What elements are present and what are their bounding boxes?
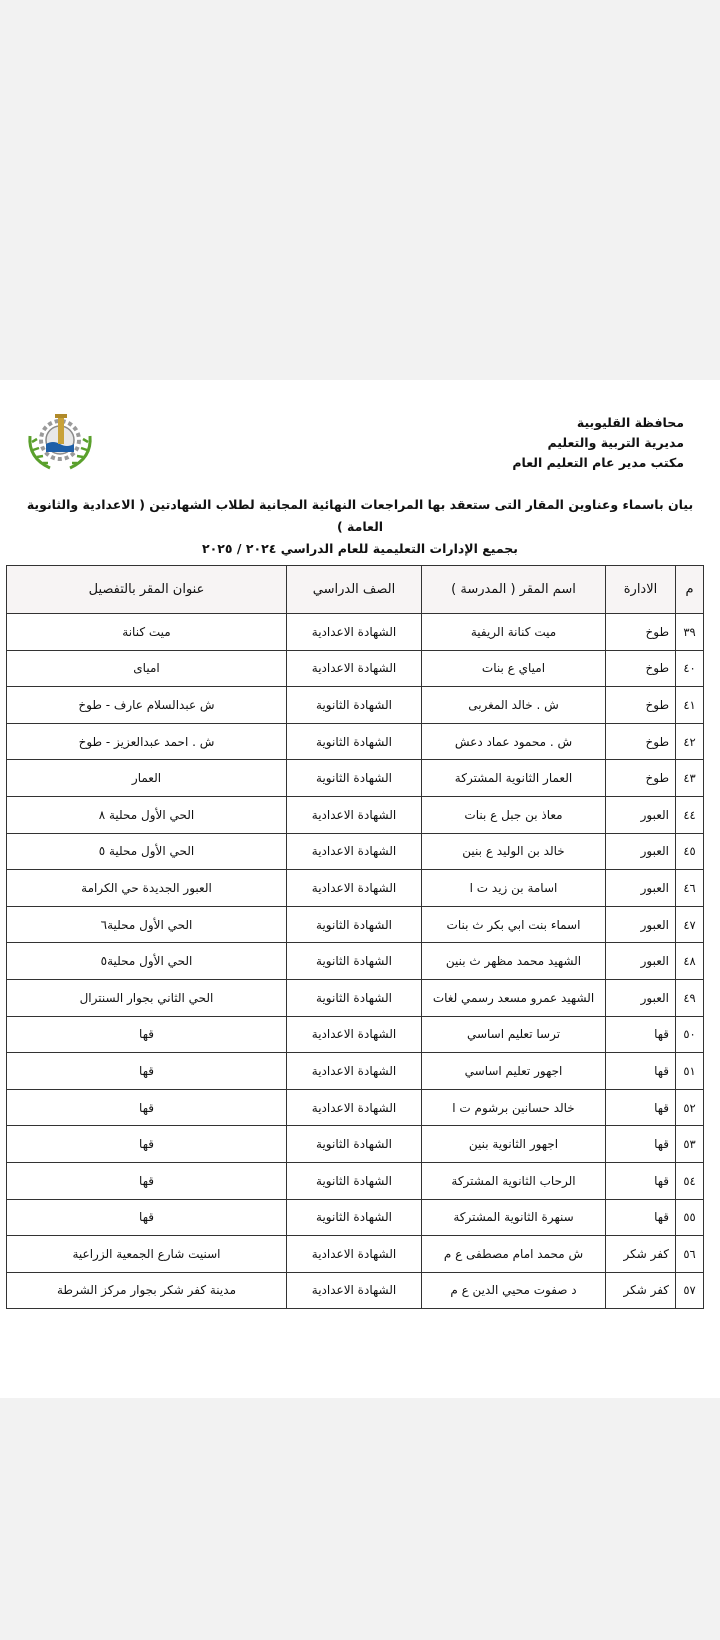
cell-address: قها <box>7 1126 287 1163</box>
cell-administration: طوخ <box>606 723 676 760</box>
table-row <box>7 760 704 797</box>
cell-administration: قها <box>606 1053 676 1090</box>
title-line-2: بجميع الإدارات التعليمية للعام الدراسي ٢٠٢٤ / ٢٠٢٥ <box>202 541 518 556</box>
cell-address: الحي الأول محلية ٨ <box>7 796 287 833</box>
column-header-number: م <box>676 566 704 614</box>
cell-school-name: امياي ع بنات <box>422 650 606 687</box>
table-row <box>7 1272 704 1309</box>
cell-grade: الشهادة الاعدادية <box>287 614 422 651</box>
cell-grade: الشهادة الثانوية <box>287 1199 422 1236</box>
cell-number: ٥٦ <box>676 1236 704 1273</box>
cell-school-name: الرحاب الثانوية المشتركة <box>422 1162 606 1199</box>
table-row <box>7 1089 704 1126</box>
cell-number: ٤٠ <box>676 650 704 687</box>
cell-administration: قها <box>606 1162 676 1199</box>
table-row <box>7 687 704 724</box>
cell-number: ٤٩ <box>676 979 704 1016</box>
cell-number: ٥٣ <box>676 1126 704 1163</box>
cell-school-name: ش . محمود عماد دعش <box>422 723 606 760</box>
column-header-administration: الادارة <box>606 566 676 614</box>
title-line-1: بيان باسماء وعناوين المقار التى ستعقد بها المراجعات النهائية المجانية لطلاب الشهادتين ( الاعدادية والثانوية العامة ) <box>26 497 694 534</box>
cell-address: العمار <box>7 760 287 797</box>
cell-grade: الشهادة الثانوية <box>287 943 422 980</box>
cell-school-name: خالد حسانين برشوم ت ا <box>422 1089 606 1126</box>
cell-address: العبور الجديدة حي الكرامة <box>7 870 287 907</box>
cell-administration: العبور <box>606 943 676 980</box>
cell-grade: الشهادة الثانوية <box>287 760 422 797</box>
cell-grade: الشهادة الاعدادية <box>287 1089 422 1126</box>
cell-administration: العبور <box>606 979 676 1016</box>
table-row <box>7 906 704 943</box>
table-header-row <box>7 566 704 614</box>
cell-administration: العبور <box>606 796 676 833</box>
table-row <box>7 614 704 651</box>
table-row <box>7 833 704 870</box>
cell-administration: قها <box>606 1126 676 1163</box>
table-row <box>7 870 704 907</box>
cell-grade: الشهادة الاعدادية <box>287 796 422 833</box>
governorate-name: محافظة القليوبية <box>576 415 684 430</box>
cell-address: ميت كنانة <box>7 614 287 651</box>
cell-administration: قها <box>606 1016 676 1053</box>
cell-number: ٤٧ <box>676 906 704 943</box>
cell-school-name: خالد بن الوليد ع بنين <box>422 833 606 870</box>
table-row <box>7 1126 704 1163</box>
table-row <box>7 1236 704 1273</box>
cell-address: الحي الثاني بجوار السنترال <box>7 979 287 1016</box>
cell-address: قها <box>7 1199 287 1236</box>
cell-address: الحي الأول محلية ٥ <box>7 833 287 870</box>
office-name: مكتب مدير عام التعليم العام <box>512 455 684 470</box>
cell-number: ٤٣ <box>676 760 704 797</box>
cell-address: مدينة كفر شكر بجوار مركز الشرطة <box>7 1272 287 1309</box>
cell-school-name: ميت كنانة الريفية <box>422 614 606 651</box>
cell-grade: الشهادة الثانوية <box>287 979 422 1016</box>
cell-administration: طوخ <box>606 614 676 651</box>
cell-administration: طوخ <box>606 760 676 797</box>
cell-number: ٤٥ <box>676 833 704 870</box>
cell-school-name: معاذ بن جبل ع بنات <box>422 796 606 833</box>
cell-school-name: اسامة بن زيد ت ا <box>422 870 606 907</box>
directorate-name: مديرية التربية والتعليم <box>547 435 684 450</box>
column-header-address: عنوان المقر بالتفصيل <box>7 566 287 614</box>
cell-grade: الشهادة الاعدادية <box>287 870 422 907</box>
cell-grade: الشهادة الاعدادية <box>287 650 422 687</box>
cell-number: ٤٦ <box>676 870 704 907</box>
cell-school-name: اجهور تعليم اساسي <box>422 1053 606 1090</box>
cell-grade: الشهادة الثانوية <box>287 687 422 724</box>
table-row <box>7 796 704 833</box>
table-row <box>7 1053 704 1090</box>
cell-school-name: سنهرة الثانوية المشتركة <box>422 1199 606 1236</box>
table-row <box>7 650 704 687</box>
cell-address: قها <box>7 1089 287 1126</box>
cell-grade: الشهادة الثانوية <box>287 1162 422 1199</box>
table-row <box>7 723 704 760</box>
cell-address: الحي الأول محلية٦ <box>7 906 287 943</box>
cell-number: ٤٢ <box>676 723 704 760</box>
governorate-logo <box>20 406 100 478</box>
issuer-header <box>512 413 684 473</box>
cell-administration: كفر شكر <box>606 1272 676 1309</box>
table-row <box>7 943 704 980</box>
cell-school-name: ترسا تعليم اساسي <box>422 1016 606 1053</box>
document-title <box>16 494 704 560</box>
cell-address: امياى <box>7 650 287 687</box>
review-seats-table <box>6 565 704 1309</box>
cell-grade: الشهادة الاعدادية <box>287 1272 422 1309</box>
cell-number: ٥١ <box>676 1053 704 1090</box>
cell-school-name: الشهيد محمد مظهر ث بنين <box>422 943 606 980</box>
cell-administration: العبور <box>606 870 676 907</box>
cell-address: قها <box>7 1016 287 1053</box>
cell-number: ٥٤ <box>676 1162 704 1199</box>
cell-administration: العبور <box>606 906 676 943</box>
column-header-grade: الصف الدراسي <box>287 566 422 614</box>
cell-school-name: العمار الثانوية المشتركة <box>422 760 606 797</box>
cell-number: ٥٥ <box>676 1199 704 1236</box>
cell-school-name: اسماء بنت ابي بكر ث بنات <box>422 906 606 943</box>
cell-number: ٤١ <box>676 687 704 724</box>
cell-grade: الشهادة الثانوية <box>287 1126 422 1163</box>
table-row <box>7 1162 704 1199</box>
cell-address: الحي الأول محلية٥ <box>7 943 287 980</box>
cell-school-name: ش . خالد المغربى <box>422 687 606 724</box>
cell-number: ٤٤ <box>676 796 704 833</box>
cell-grade: الشهادة الثانوية <box>287 723 422 760</box>
cell-address: قها <box>7 1053 287 1090</box>
cell-administration: طوخ <box>606 687 676 724</box>
cell-address: قها <box>7 1162 287 1199</box>
cell-address: ش عبدالسلام عارف - طوخ <box>7 687 287 724</box>
cell-number: ٣٩ <box>676 614 704 651</box>
cell-grade: الشهادة الاعدادية <box>287 833 422 870</box>
cell-number: ٥٢ <box>676 1089 704 1126</box>
table-body <box>7 614 704 1309</box>
cell-grade: الشهادة الاعدادية <box>287 1016 422 1053</box>
document-page <box>0 380 720 1398</box>
cell-administration: طوخ <box>606 650 676 687</box>
cell-number: ٥٧ <box>676 1272 704 1309</box>
table-row <box>7 1016 704 1053</box>
cell-school-name: د صفوت محيي الدين ع م <box>422 1272 606 1309</box>
cell-number: ٤٨ <box>676 943 704 980</box>
cell-number: ٥٠ <box>676 1016 704 1053</box>
cell-grade: الشهادة الاعدادية <box>287 1053 422 1090</box>
cell-administration: قها <box>606 1199 676 1236</box>
cell-school-name: الشهيد عمرو مسعد رسمي لغات <box>422 979 606 1016</box>
cell-administration: قها <box>606 1089 676 1126</box>
cell-administration: كفر شكر <box>606 1236 676 1273</box>
table-row <box>7 1199 704 1236</box>
cell-grade: الشهادة الثانوية <box>287 906 422 943</box>
column-header-school-name: اسم المقر ( المدرسة ) <box>422 566 606 614</box>
cell-school-name: ش محمد امام مصطفى ع م <box>422 1236 606 1273</box>
cell-grade: الشهادة الاعدادية <box>287 1236 422 1273</box>
cell-address: اسنيت شارع الجمعية الزراعية <box>7 1236 287 1273</box>
cell-address: ش . احمد عبدالعزيز - طوخ <box>7 723 287 760</box>
table-row <box>7 979 704 1016</box>
cell-administration: العبور <box>606 833 676 870</box>
cell-school-name: اجهور الثانوية بنين <box>422 1126 606 1163</box>
